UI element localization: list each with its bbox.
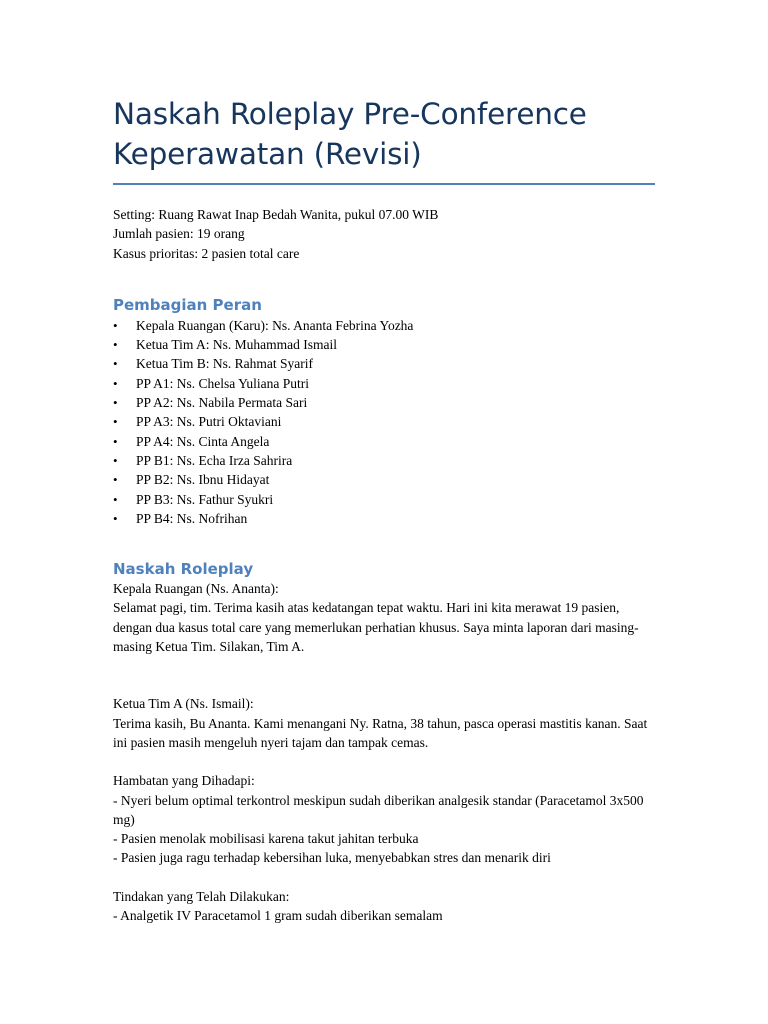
- obstacle-item: - Pasien menolak mobilisasi karena takut jahitan terbuka: [113, 831, 419, 847]
- role-text: PP A2: Ns. Nabila Permata Sari: [136, 395, 308, 411]
- speaker-label: Ketua Tim A (Ns. Ismail):: [113, 696, 254, 712]
- list-item: [113, 470, 658, 489]
- actions-label: Tindakan yang Telah Dilakukan:: [113, 888, 290, 904]
- priority-case-line: Kasus prioritas: 2 pasien total care: [113, 245, 300, 261]
- obstacle-item: - Nyeri belum optimal terkontrol meskipun sudah diberikan analgesik standar (Paracetamol 3x500 mg): [113, 792, 644, 827]
- bullet-icon: •: [113, 491, 118, 507]
- dialogue-text: Selamat pagi, tim. Terima kasih atas kedatangan tepat waktu. Hari ini kita merawat 19 pasien, dengan dua kasus total care yang memerlukan perhatian khusus. Saya minta laporan dari masing-masing Ketua Tim. Silakan, Tim A.: [113, 600, 639, 655]
- bullet-icon: •: [113, 356, 118, 372]
- bullet-icon: •: [113, 510, 118, 526]
- role-text: PP A3: Ns. Putri Oktaviani: [136, 414, 282, 430]
- role-text: PP B4: Ns. Nofrihan: [136, 510, 248, 526]
- role-text: Ketua Tim A: Ns. Muhammad Ismail: [136, 337, 338, 353]
- role-text: PP A1: Ns. Chelsa Yuliana Putri: [136, 375, 310, 391]
- document-page: [113, 94, 658, 925]
- list-item: [113, 374, 658, 393]
- list-item: [113, 335, 658, 354]
- role-text: PP A4: Ns. Cinta Angela: [136, 433, 270, 449]
- list-item: [113, 354, 658, 373]
- actions-section: [113, 887, 658, 926]
- role-text: Kepala Ruangan (Karu): Ns. Ananta Febrina Yozha: [136, 317, 414, 333]
- role-text: Ketua Tim B: Ns. Rahmat Syarif: [136, 356, 314, 372]
- action-item: - Analgetik IV Paracetamol 1 gram sudah diberikan semalam: [113, 908, 443, 924]
- bullet-icon: •: [113, 452, 118, 468]
- obstacles-section: [113, 771, 658, 867]
- document-title: Naskah Roleplay Pre-Conference Keperawatan (Revisi): [113, 97, 587, 171]
- list-item: [113, 432, 658, 451]
- list-item: [113, 451, 658, 470]
- list-item: [113, 316, 658, 335]
- title-underline: [113, 183, 655, 185]
- roles-list: [113, 316, 658, 528]
- list-item: [113, 509, 658, 528]
- bullet-icon: •: [113, 317, 118, 333]
- bullet-icon: •: [113, 337, 118, 353]
- bullet-icon: •: [113, 414, 118, 430]
- bullet-icon: •: [113, 472, 118, 488]
- speaker-label: Kepala Ruangan (Ns. Ananta):: [113, 581, 279, 597]
- setting-line: Setting: Ruang Rawat Inap Bedah Wanita, pukul 07.00 WIB: [113, 207, 439, 222]
- bullet-icon: •: [113, 395, 118, 411]
- list-item: [113, 412, 658, 431]
- role-text: PP B1: Ns. Echa Irza Sahrira: [136, 452, 293, 468]
- dialogue-text: Terima kasih, Bu Ananta. Kami menangani Ny. Ratna, 38 tahun, pasca operasi mastitis kanan. Saat ini pasien masih mengeluh nyeri tajam dan tampak cemas.: [113, 715, 648, 750]
- setting-info: [113, 205, 658, 263]
- list-item: [113, 490, 658, 509]
- list-item: [113, 393, 658, 412]
- role-text: PP B2: Ns. Ibnu Hidayat: [136, 472, 270, 488]
- role-text: PP B3: Ns. Fathur Syukri: [136, 491, 274, 507]
- karu-dialogue: [113, 579, 658, 656]
- bullet-icon: •: [113, 433, 118, 449]
- script-heading: Naskah Roleplay: [113, 560, 254, 579]
- obstacle-item: - Pasien juga ragu terhadap kebersihan luka, menyebabkan stres dan menarik diri: [113, 850, 551, 866]
- obstacles-label: Hambatan yang Dihadapi:: [113, 773, 255, 789]
- katim-a-dialogue: [113, 694, 658, 752]
- roles-heading: Pembagian Peran: [113, 295, 262, 314]
- patient-count-line: Jumlah pasien: 19 orang: [113, 226, 245, 242]
- bullet-icon: •: [113, 375, 118, 391]
